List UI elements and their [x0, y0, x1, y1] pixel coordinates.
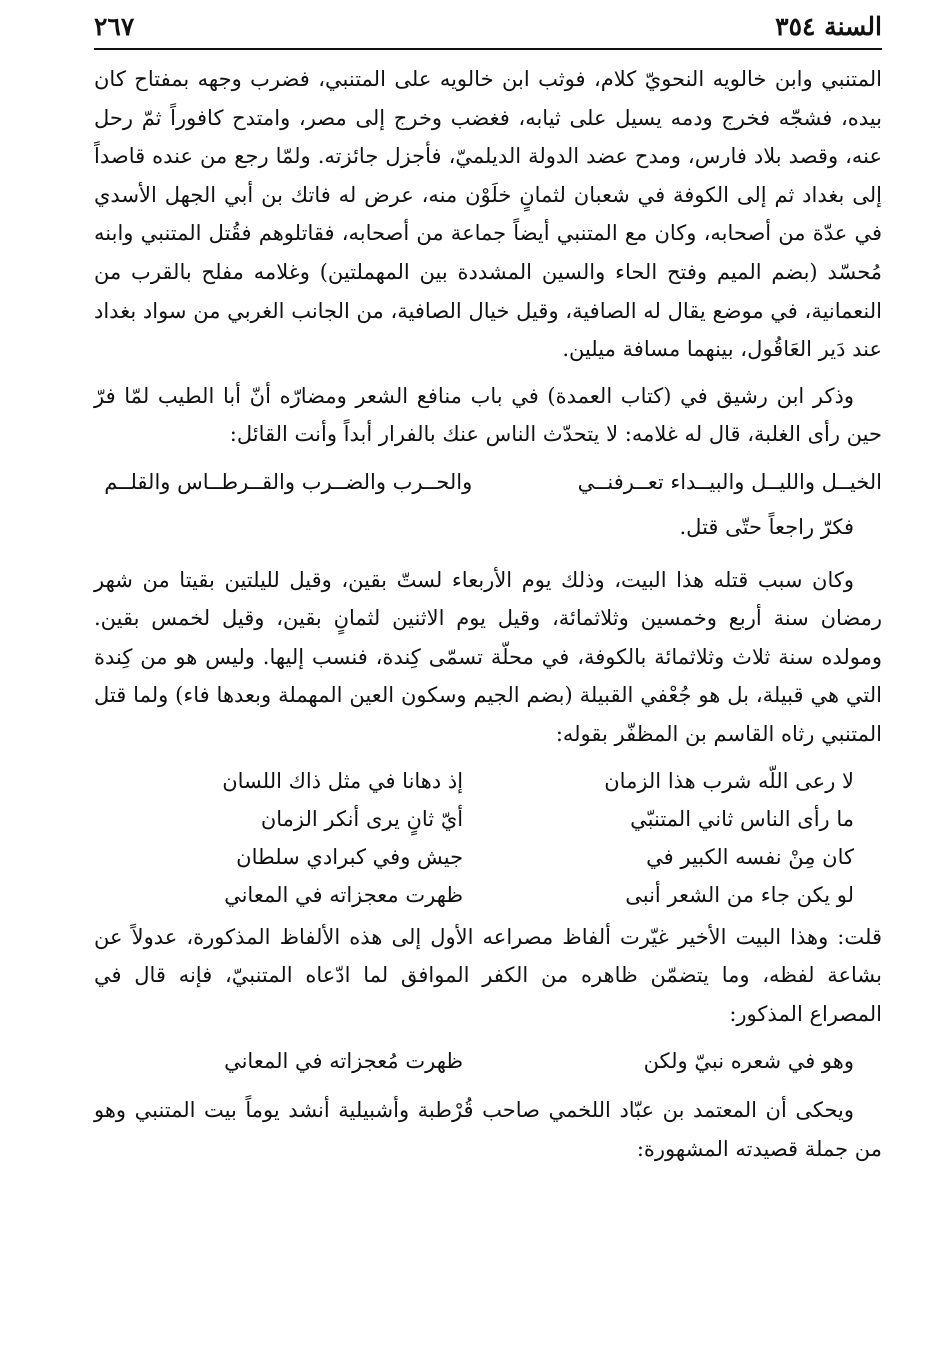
quoted-second-hemistich: ظهرت مُعجزاته في المعاني [224, 1049, 464, 1074]
elegy-first-hemistich: ما رأى الناس ثاني المتنبّي [630, 806, 854, 831]
paragraph-5: قلت: وهذا البيت الأخير غيّرت ألفاظ مصراعه الأول إلى هذه الألفاظ المذكورة، عدولاً عن بشاعة لفظه، وما يتضمّن ظاهره من الكفر الموافق لما ادّعاه المتنبيّ، فإنه قال في المصراع المذكور: [94, 924, 882, 1026]
elegy-line [156, 800, 854, 838]
paragraph-2: وذكر ابن رشيق في (كتاب العمدة) في باب منافع الشعر ومضارّه أنّ أبا الطيب لمّا فرّ حين رأى الغلبة، قال له غلامه: لا يتحدّث الناس عنك بالفرار أبداً وأنت القائل: [94, 383, 882, 447]
elegy-first-hemistich: كان مِنْ نفسه الكبير في [646, 844, 854, 869]
elegy-second-hemistich: جيش وفي كبرادي سلطان [236, 844, 464, 869]
page-header [94, 4, 882, 50]
verse-first-hemistich: الخيــل والليــل والبيــداء تعــرفنــي [577, 469, 882, 494]
header-year: السنة ٣٥٤ [775, 11, 882, 41]
paragraph-1: المتنبي وابن خالويه النحويّ كلام، فوثب ابن خالويه على المتنبي، فضرب وجهه بمفتاح كان بيده، فشجّه فخرج ودمه يسيل على ثيابه، فغضب وخرج إلى مصر، وامتدح كافوراً ثمّ رحل عنه، وقصد بلاد فارس، ومدح عضد الدولة الديلميّ، فأجزل جائزته. ولمّا رجع من عنده قاصداً إلى بغداد ثم إلى الكوفة في شعبان لثمانٍ خلَوْن منه، عرض له فاتك بن أبي الجهل الأسدي في عدّة من أصحابه، وكان مع المتنبي أيضاً جماعة من أصحابه، فقاتلوهم فقُتل المتنبي وابنه مُحسّد (بضم الميم وفتح الحاء والسين المشددة بين المهملتين) وغلامه مفلح بالقرب من النعمانية، في موضع يقال له الصافية، وقيل خيال الصافية، من الجانب الغربي من سواد بغداد عند دَير العَاقُول، بينهما مسافة ميلين. [94, 67, 882, 362]
quoted-verse [94, 1041, 882, 1081]
elegy-line [156, 762, 854, 800]
elegy-first-hemistich: لا رعى اللّه شرب هذا الزمان [604, 768, 854, 793]
elegy-poem [94, 762, 882, 914]
page-body [94, 60, 882, 1176]
paragraph-4: وكان سبب قتله هذا البيت، وذلك يوم الأربعاء لستّ بقين، وقيل لليلتين بقيتا من شهر رمضان سنة أربع وخمسين وثلاثمائة، وقيل يوم الاثنين لثمانٍ بقين، وقيل لخمس بقين. ومولده سنة ثلاث وثلاثمائة بالكوفة، في محلّة تسمّى كِندة، فنسب إليها. وليس هو من كِندة التي هي قبيلة، بل هو جُعْفي القبيلة (بضم الجيم وسكون العين المهملة وبعدها فاء) ولما قتل المتنبي رثاه القاسم بن المظفّر بقوله: [94, 567, 882, 746]
header-page-number: ٢٦٧ [94, 11, 135, 41]
paragraph-3: فكرّ راجعاً حتّى قتل. [679, 514, 854, 539]
elegy-line [156, 876, 854, 914]
elegy-second-hemistich: إذ دهانا في مثل ذاك اللسان [222, 768, 464, 793]
verse-second-hemistich: والحــرب والضــرب والقــرطــاس والقلــم [104, 469, 473, 494]
paragraph-6: ويحكى أن المعتمد بن عبّاد اللخمي صاحب قُرْطبة وأشبيلية أنشد يوماً بيت المتنبي وهو من جملة قصيدته المشهورة: [94, 1098, 882, 1161]
quoted-first-hemistich: وهو في شعره نبيّ ولكن [643, 1049, 854, 1074]
verse-line [94, 462, 882, 502]
quoted-verse-line [156, 1041, 854, 1081]
elegy-line [156, 838, 854, 876]
elegy-second-hemistich: أيّ ثانٍ يرى أنكر الزمان [260, 806, 464, 831]
elegy-first-hemistich: لو يكن جاء من الشعر أنبى [625, 882, 854, 907]
elegy-second-hemistich: ظهرت معجزاته في المعاني [224, 882, 464, 907]
